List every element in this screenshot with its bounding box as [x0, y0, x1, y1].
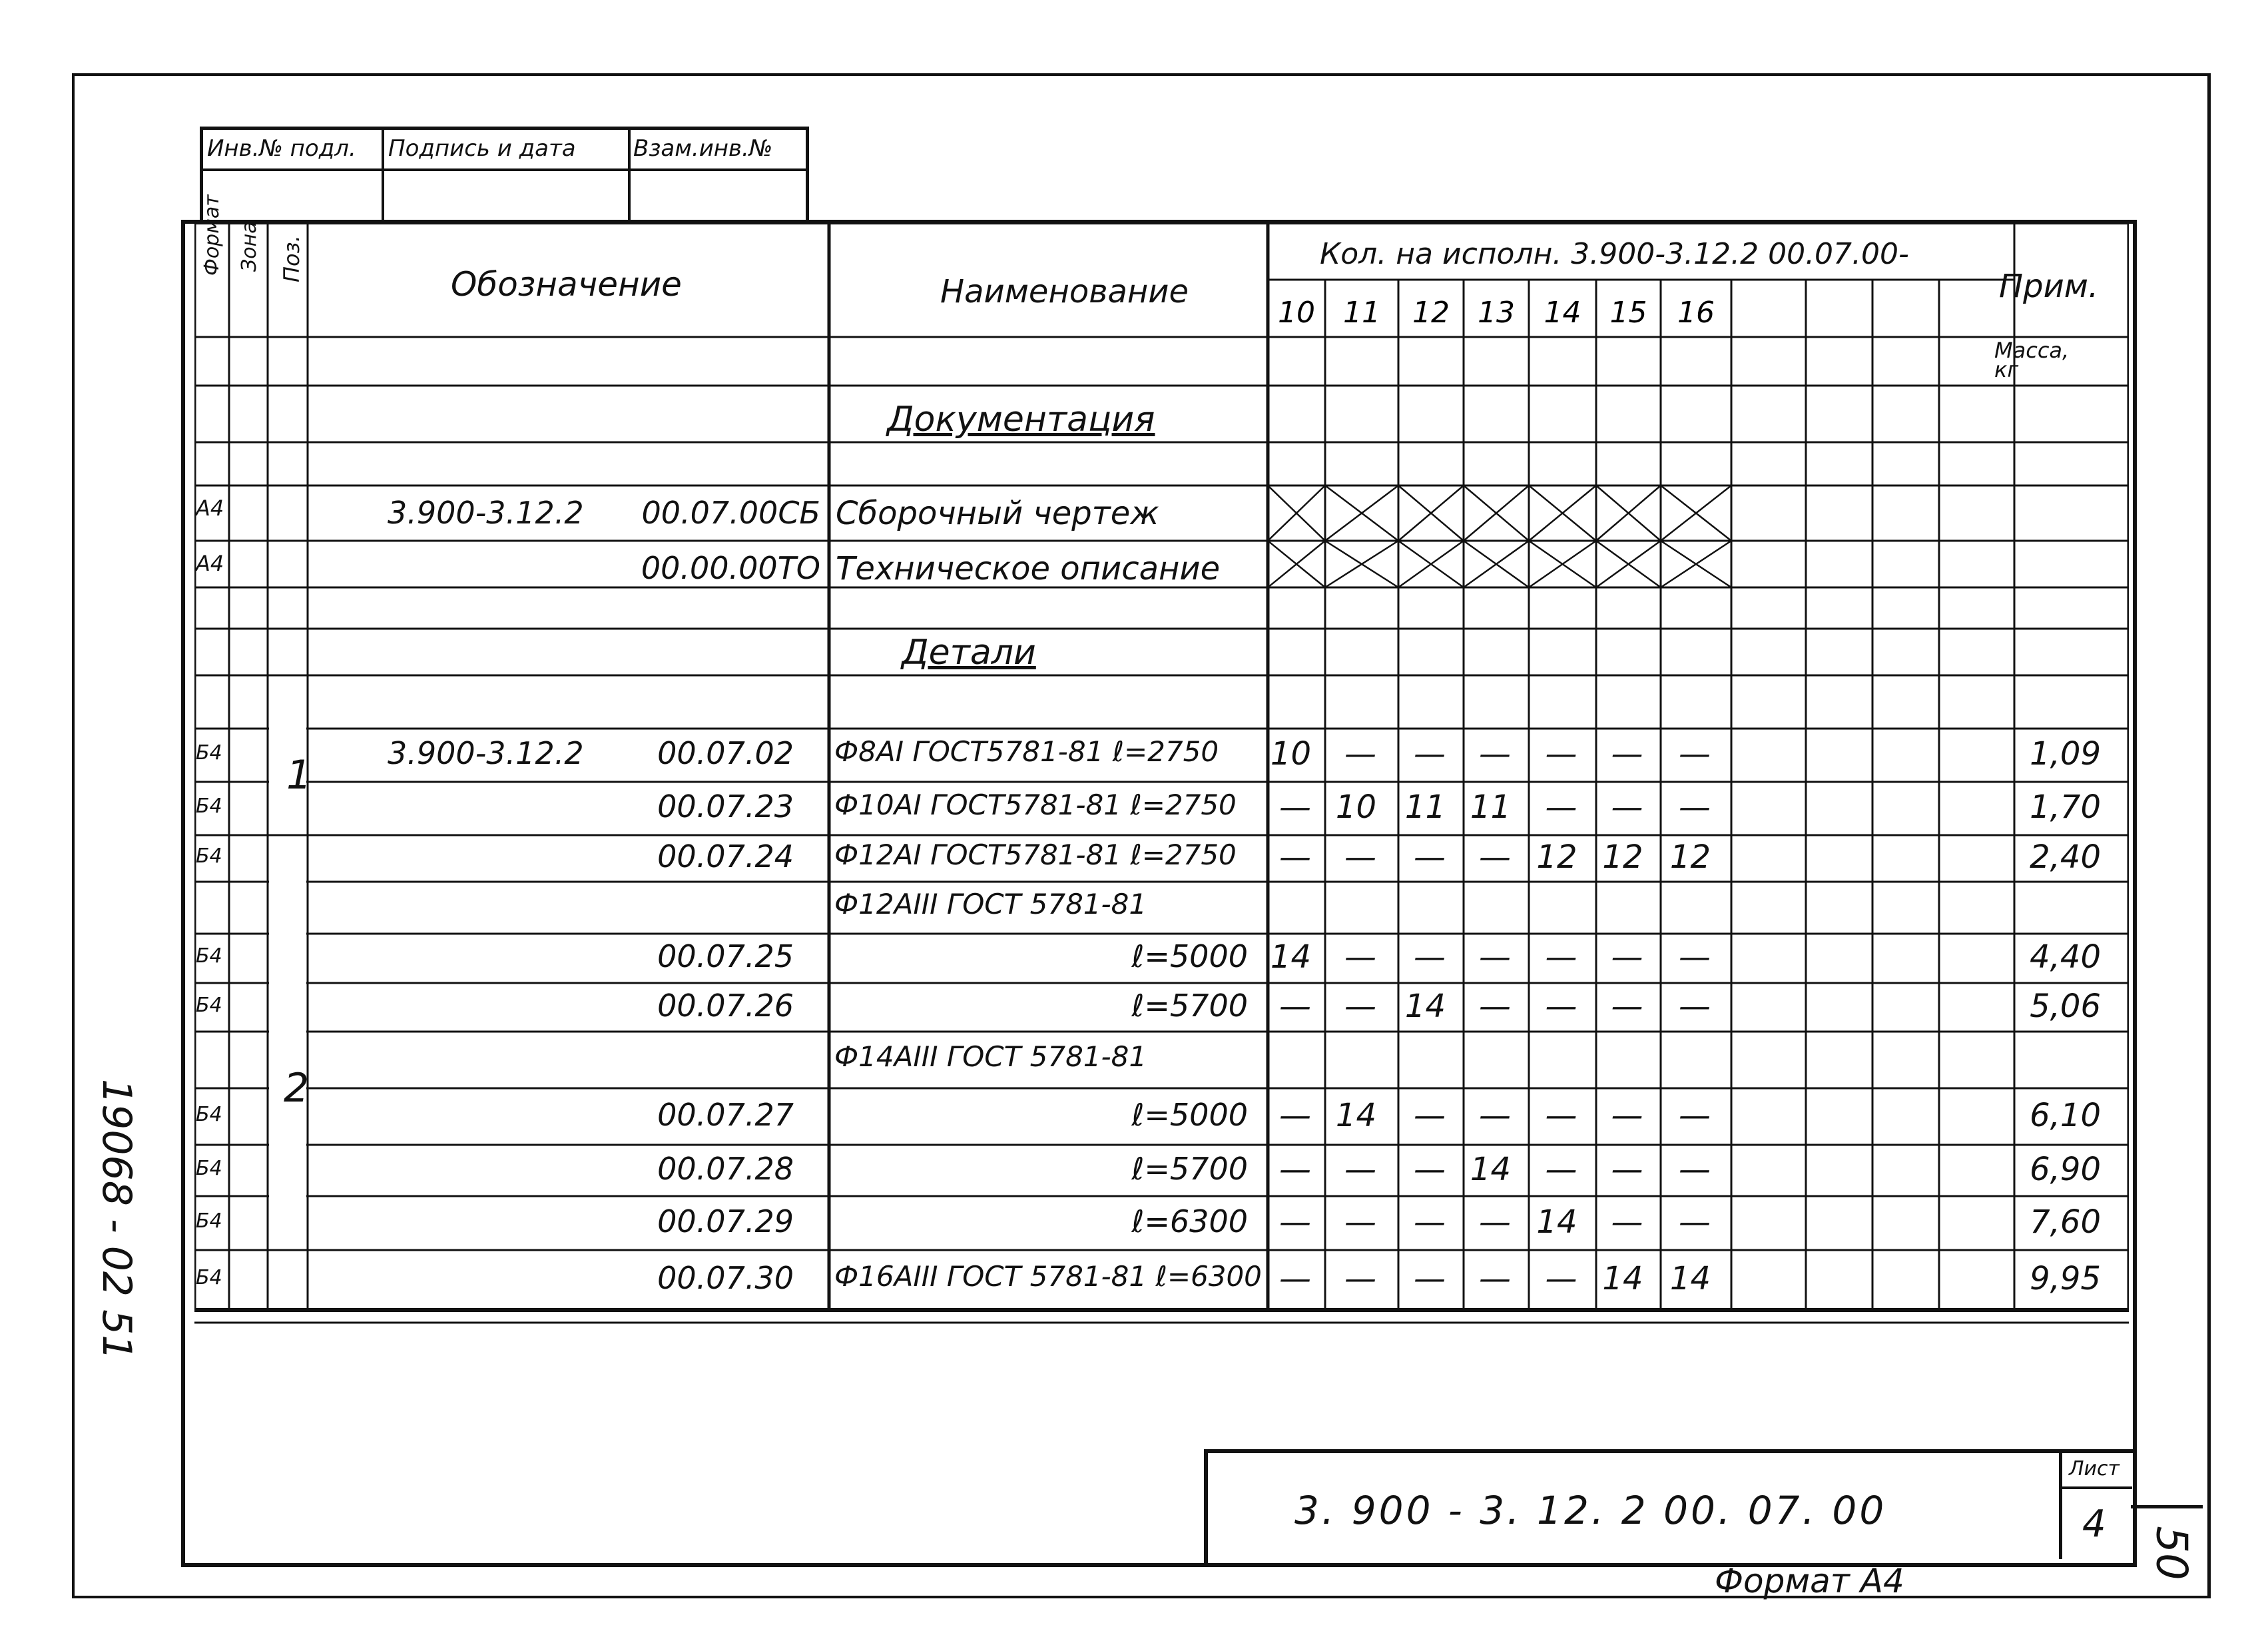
part-row-qty: — — [1679, 938, 1711, 976]
doc-row-format: А4 — [196, 495, 224, 521]
part-row-qty: — — [1344, 735, 1376, 773]
part-row-mass: 5,06 — [2030, 987, 2101, 1025]
part-row-qty: 14 — [1669, 1260, 1711, 1297]
part-row-format: Б4 — [196, 795, 222, 818]
part-row-mass: 4,40 — [2030, 938, 2101, 976]
part-row-qty: — — [1279, 789, 1311, 826]
variant-label: 10 — [1278, 296, 1315, 330]
stamp-cell-inv — [203, 130, 384, 223]
header-note: Прим. — [1999, 268, 2099, 305]
part-row-qty: — — [1279, 1096, 1311, 1134]
header-name: Наименование — [940, 273, 1189, 310]
part-row-mass: 1,70 — [2030, 789, 2101, 826]
merged-cell-mask — [269, 836, 306, 1249]
part-row-mass: 1,09 — [2030, 735, 2101, 773]
part-row-qty: — — [1414, 735, 1446, 773]
part-row-length: ℓ=5000 — [1131, 1096, 1248, 1133]
part-row-length: ℓ=5700 — [1131, 987, 1248, 1024]
pos-label-2: 2 — [284, 1065, 310, 1112]
part-row-designation-code: 00.07.26 — [657, 987, 794, 1024]
part-row-qty: — — [1344, 1260, 1376, 1297]
part-row-qty: — — [1479, 838, 1511, 876]
part-row-format: Б4 — [196, 1209, 222, 1233]
part-row-qty: — — [1545, 938, 1577, 976]
sheet-divider — [2062, 1486, 2132, 1489]
doc-row-designation-code: 00.07.00СБ — [641, 495, 820, 531]
part-row-designation-code: 00.07.27 — [657, 1096, 794, 1133]
part-row-name: Ф10АI ГОСТ5781-81 ℓ=2750 — [834, 789, 1237, 821]
part-row-qty: — — [1545, 1096, 1577, 1134]
variant-label: 11 — [1343, 296, 1380, 330]
part-row-qty: 14 — [1270, 938, 1311, 976]
part-row-qty: — — [1479, 1096, 1511, 1134]
format-label: Формат А4 — [1715, 1562, 1904, 1600]
part-row-qty: 14 — [1404, 987, 1446, 1025]
part-row-qty: — — [1679, 987, 1711, 1025]
part-row-name: Ф12АIII ГОСТ 5781-81 — [834, 888, 1147, 920]
section-parts: Детали — [902, 633, 1036, 673]
part-row-name: Ф8АI ГОСТ5781-81 ℓ=2750 — [834, 735, 1219, 768]
part-row-designation-code: 00.07.30 — [657, 1260, 794, 1296]
part-row-qty: — — [1545, 1150, 1577, 1188]
part-row-qty: — — [1679, 1150, 1711, 1188]
part-row-designation-code: 00.07.28 — [657, 1150, 794, 1187]
part-row-designation-code: 00.07.29 — [657, 1203, 794, 1239]
stamp-signature-label: Подпись и дата — [388, 135, 576, 162]
part-row-qty: — — [1611, 789, 1643, 826]
part-row-qty: — — [1679, 1096, 1711, 1134]
part-row-qty: 12 — [1536, 838, 1577, 876]
part-row-designation-code: 00.07.23 — [657, 789, 794, 824]
part-row-qty: — — [1611, 1150, 1643, 1188]
part-row-qty: — — [1611, 1096, 1643, 1134]
part-row-qty: — — [1479, 1203, 1511, 1241]
variant-label: 16 — [1677, 296, 1715, 330]
variant-label: 14 — [1544, 296, 1581, 330]
part-row-designation-code: 00.07.24 — [657, 838, 794, 874]
part-row-qty: — — [1479, 987, 1511, 1025]
part-row-name: Ф12АI ГОСТ5781-81 ℓ=2750 — [834, 838, 1237, 871]
part-row-mass: 6,90 — [2030, 1150, 2101, 1188]
header-mass: Масса, кг — [1994, 338, 2070, 382]
part-row-qty: — — [1414, 1150, 1446, 1188]
part-row-qty: — — [1611, 735, 1643, 773]
sheet-number: 4 — [2082, 1502, 2106, 1546]
part-row-qty: — — [1611, 1203, 1643, 1241]
part-row-qty: — — [1414, 1260, 1446, 1297]
part-row-qty: — — [1344, 1203, 1376, 1241]
part-row-qty: — — [1279, 838, 1311, 876]
part-row-format: Б4 — [196, 741, 222, 765]
pos-label-1: 1 — [286, 752, 312, 799]
part-row-mass: 2,40 — [2030, 838, 2101, 876]
stamp-cell-replace — [628, 130, 806, 223]
part-row-qty: — — [1279, 1260, 1311, 1297]
part-row-qty: 12 — [1602, 838, 1643, 876]
part-row-qty: 11 — [1470, 789, 1511, 826]
header-qty-title: Кол. на исполн. 3.900-3.12.2 00.07.00- — [1320, 237, 1909, 271]
part-row-qty: 14 — [1602, 1260, 1643, 1297]
part-row-qty: — — [1679, 789, 1711, 826]
part-row-qty: 14 — [1335, 1096, 1376, 1134]
part-row-qty: — — [1344, 938, 1376, 976]
document-code: 3. 900 - 3. 12. 2 00. 07. 00 — [1294, 1488, 1887, 1533]
part-row-format: Б4 — [196, 844, 222, 868]
stamp-cell-signature — [382, 130, 631, 223]
stamp-replace-label: Взам.инв.№ — [633, 135, 773, 162]
part-row-qty: — — [1414, 1203, 1446, 1241]
doc-row-designation: 3.900-3.12.2 — [388, 495, 584, 531]
side-code-box — [93, 1079, 140, 1361]
part-row-mass: 9,95 — [2030, 1260, 2101, 1297]
part-row-length: ℓ=5000 — [1131, 938, 1248, 974]
part-row-format: Б4 — [196, 1266, 222, 1289]
part-row-qty: — — [1545, 789, 1577, 826]
part-row-format: Б4 — [196, 993, 222, 1017]
doc-row-name: Сборочный чертеж — [836, 495, 1159, 532]
variant-label: 15 — [1609, 296, 1647, 330]
header-pos: Поз. — [279, 235, 304, 282]
page-number-box — [2131, 1505, 2203, 1595]
part-row-qty: — — [1414, 838, 1446, 876]
part-row-qty: — — [1611, 938, 1643, 976]
part-row-format: Б4 — [196, 1156, 222, 1180]
variant-label: 13 — [1478, 296, 1515, 330]
part-row-length: ℓ=5700 — [1131, 1150, 1248, 1187]
part-row-qty: — — [1479, 1260, 1511, 1297]
part-row-qty: 10 — [1270, 735, 1311, 773]
part-row-name: Ф16АIII ГОСТ 5781-81 ℓ=6300 — [834, 1260, 1262, 1293]
part-row-qty: 14 — [1470, 1150, 1511, 1188]
specification-table — [194, 194, 2129, 1377]
part-row-qty: — — [1545, 735, 1577, 773]
page-number: 50 — [2146, 1526, 2196, 1580]
part-row-qty: — — [1611, 987, 1643, 1025]
doc-row-format: А4 — [196, 551, 224, 576]
header-designation: Обозначение — [451, 265, 682, 304]
part-row-qty: 12 — [1669, 838, 1711, 876]
part-row-qty: — — [1679, 735, 1711, 773]
part-row-format: Б4 — [196, 1102, 222, 1126]
side-code: 19068 - 02 51 — [93, 1079, 140, 1361]
part-row-qty: — — [1344, 1150, 1376, 1188]
part-row-mass: 7,60 — [2030, 1203, 2101, 1241]
part-row-qty: 11 — [1404, 789, 1446, 826]
part-row-designation-code: 00.07.25 — [657, 938, 794, 974]
part-row-qty: — — [1545, 987, 1577, 1025]
part-row-qty: — — [1279, 1150, 1311, 1188]
sheet-label: Лист — [2069, 1457, 2120, 1480]
part-row-qty: — — [1414, 938, 1446, 976]
part-row-qty: 14 — [1536, 1203, 1577, 1241]
part-row-qty: — — [1279, 987, 1311, 1025]
part-row-qty: — — [1479, 735, 1511, 773]
part-row-qty: — — [1414, 1096, 1446, 1134]
variant-label: 12 — [1412, 296, 1450, 330]
part-row-length: ℓ=6300 — [1131, 1203, 1248, 1239]
doc-row-name: Техническое описание — [836, 550, 1221, 587]
sheet-number-box — [2059, 1449, 2132, 1559]
part-row-qty: — — [1279, 1203, 1311, 1241]
part-row-designation: 3.900-3.12.2 — [388, 735, 584, 771]
part-row-qty: — — [1344, 987, 1376, 1025]
part-row-mass: 6,10 — [2030, 1096, 2101, 1134]
part-row-qty: 10 — [1335, 789, 1376, 826]
header-format: Формат — [200, 194, 224, 276]
header-zone: Зона — [238, 221, 261, 272]
part-row-qty: — — [1545, 1260, 1577, 1297]
title-block — [1204, 1449, 2133, 1563]
doc-row-designation-code: 00.00.00ТО — [641, 550, 820, 586]
part-row-qty: — — [1479, 938, 1511, 976]
stamp-inv-label: Инв.№ подл. — [207, 135, 356, 162]
approval-stamp — [200, 127, 809, 223]
part-row-qty: — — [1344, 838, 1376, 876]
part-row-format: Б4 — [196, 944, 222, 968]
part-row-qty: — — [1679, 1203, 1711, 1241]
part-row-name: Ф14АIII ГОСТ 5781-81 — [834, 1040, 1147, 1073]
part-row-designation-code: 00.07.02 — [657, 735, 794, 771]
section-documentation: Документация — [887, 400, 1155, 440]
